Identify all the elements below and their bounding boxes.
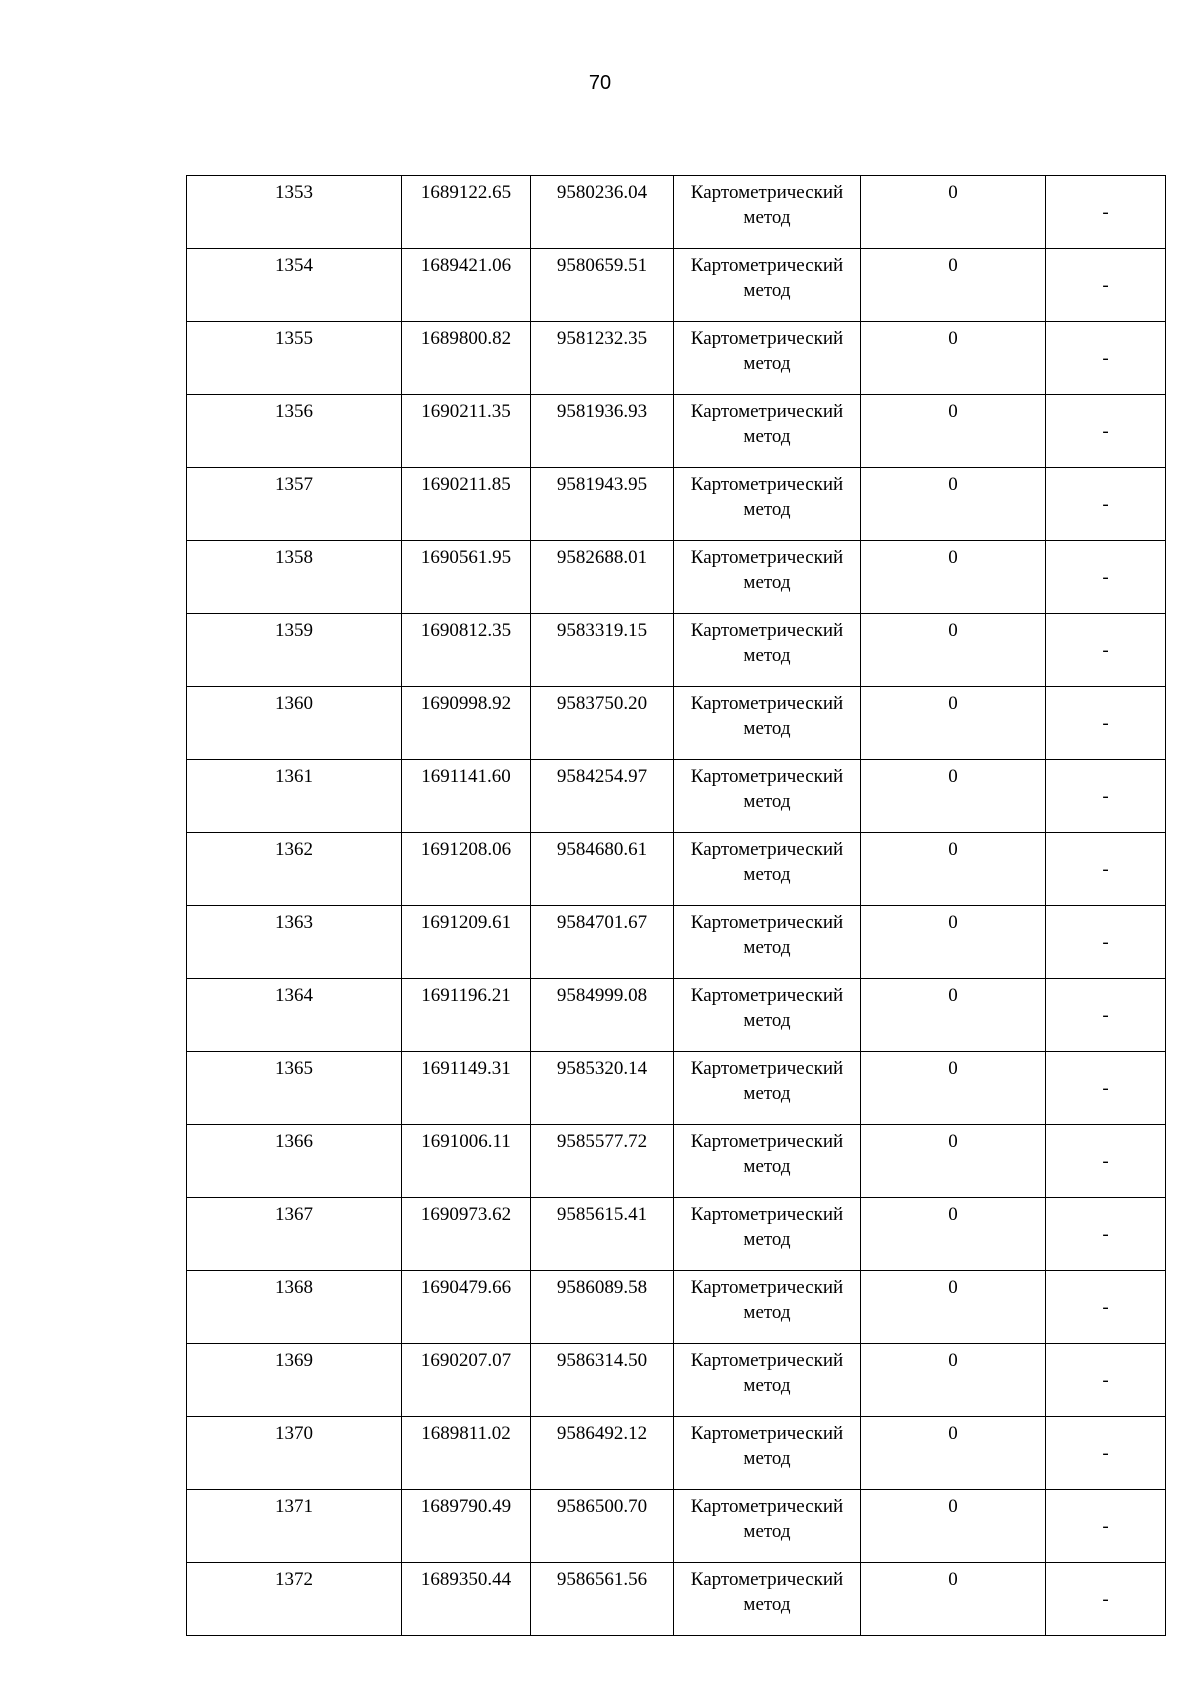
method-cell: [674, 906, 861, 979]
x-coordinate-cell: 1691141.60: [402, 760, 531, 833]
y-coordinate-cell: 9583319.15: [531, 614, 674, 687]
point-number-cell: 1372: [187, 1563, 402, 1636]
y-coordinate-cell: 9584999.08: [531, 979, 674, 1052]
method-text-line2: метод: [743, 791, 791, 812]
method-text-line2: метод: [743, 864, 791, 885]
method-text-line2: метод: [743, 1594, 791, 1615]
y-coordinate-cell: 9585615.41: [531, 1198, 674, 1271]
coordinates-table-body: [187, 176, 1166, 1636]
method-cell: [674, 176, 861, 249]
point-number-cell: 1366: [187, 1125, 402, 1198]
table-row: [187, 906, 1166, 979]
table-row: [187, 979, 1166, 1052]
table-row: [187, 541, 1166, 614]
table-row: [187, 468, 1166, 541]
x-coordinate-cell: 1690812.35: [402, 614, 531, 687]
point-number-cell: 1369: [187, 1344, 402, 1417]
method-text-line2: метод: [743, 572, 791, 593]
table-row: [187, 833, 1166, 906]
error-value-cell: 0: [861, 906, 1046, 979]
note-cell: -: [1046, 176, 1166, 249]
y-coordinate-cell: 9586561.56: [531, 1563, 674, 1636]
note-cell: -: [1046, 395, 1166, 468]
error-value-cell: 0: [861, 760, 1046, 833]
method-cell: [674, 322, 861, 395]
y-coordinate-cell: 9581936.93: [531, 395, 674, 468]
note-cell: -: [1046, 906, 1166, 979]
y-coordinate-cell: 9585320.14: [531, 1052, 674, 1125]
table-row: [187, 1563, 1166, 1636]
page-number: 70: [588, 72, 612, 94]
error-value-cell: 0: [861, 833, 1046, 906]
error-value-cell: 0: [861, 1490, 1046, 1563]
x-coordinate-cell: 1690207.07: [402, 1344, 531, 1417]
table-row: [187, 1490, 1166, 1563]
method-text-line1: Картометрический: [690, 255, 844, 276]
x-coordinate-cell: 1691196.21: [402, 979, 531, 1052]
method-text-line1: Картометрический: [690, 839, 844, 860]
error-value-cell: 0: [861, 249, 1046, 322]
note-cell: -: [1046, 1417, 1166, 1490]
error-value-cell: 0: [861, 1271, 1046, 1344]
method-cell: [674, 1563, 861, 1636]
method-cell: [674, 1125, 861, 1198]
point-number-cell: 1361: [187, 760, 402, 833]
error-value-cell: 0: [861, 1052, 1046, 1125]
y-coordinate-cell: 9582688.01: [531, 541, 674, 614]
method-text-line2: метод: [743, 1156, 791, 1177]
method-text-line2: метод: [743, 1010, 791, 1031]
method-text-line1: Картометрический: [690, 912, 844, 933]
method-text-line2: метод: [743, 645, 791, 666]
y-coordinate-cell: 9586314.50: [531, 1344, 674, 1417]
point-number-cell: 1362: [187, 833, 402, 906]
method-text-line1: Картометрический: [690, 766, 844, 787]
method-cell: [674, 249, 861, 322]
x-coordinate-cell: 1691208.06: [402, 833, 531, 906]
method-text-line1: Картометрический: [690, 328, 844, 349]
method-cell: [674, 687, 861, 760]
y-coordinate-cell: 9584701.67: [531, 906, 674, 979]
coordinates-table: [186, 175, 1166, 1636]
method-cell: [674, 1198, 861, 1271]
point-number-cell: 1355: [187, 322, 402, 395]
point-number-cell: 1359: [187, 614, 402, 687]
note-cell: -: [1046, 1563, 1166, 1636]
method-cell: [674, 1271, 861, 1344]
error-value-cell: 0: [861, 1344, 1046, 1417]
note-cell: -: [1046, 1344, 1166, 1417]
error-value-cell: 0: [861, 541, 1046, 614]
error-value-cell: 0: [861, 176, 1046, 249]
method-cell: [674, 760, 861, 833]
error-value-cell: 0: [861, 1563, 1046, 1636]
x-coordinate-cell: 1689122.65: [402, 176, 531, 249]
method-text-line1: Картометрический: [690, 1204, 844, 1225]
note-cell: -: [1046, 1052, 1166, 1125]
method-text-line1: Картометрический: [690, 1350, 844, 1371]
y-coordinate-cell: 9586500.70: [531, 1490, 674, 1563]
method-text-line1: Картометрический: [690, 401, 844, 422]
method-cell: [674, 833, 861, 906]
method-text-line2: метод: [743, 280, 791, 301]
method-text-line1: Картометрический: [690, 547, 844, 568]
method-text-line2: метод: [743, 1229, 791, 1250]
method-cell: [674, 1344, 861, 1417]
table-row: [187, 687, 1166, 760]
method-text-line2: метод: [743, 353, 791, 374]
table-row: [187, 760, 1166, 833]
method-cell: [674, 979, 861, 1052]
point-number-cell: 1357: [187, 468, 402, 541]
point-number-cell: 1368: [187, 1271, 402, 1344]
method-text-line1: Картометрический: [690, 1423, 844, 1444]
note-cell: -: [1046, 1198, 1166, 1271]
x-coordinate-cell: 1690211.85: [402, 468, 531, 541]
table-row: [187, 1344, 1166, 1417]
y-coordinate-cell: 9586492.12: [531, 1417, 674, 1490]
error-value-cell: 0: [861, 322, 1046, 395]
method-text-line2: метод: [743, 937, 791, 958]
table-row: [187, 395, 1166, 468]
method-cell: [674, 614, 861, 687]
x-coordinate-cell: 1690998.92: [402, 687, 531, 760]
error-value-cell: 0: [861, 1198, 1046, 1271]
note-cell: -: [1046, 322, 1166, 395]
y-coordinate-cell: 9586089.58: [531, 1271, 674, 1344]
method-text-line1: Картометрический: [690, 182, 844, 203]
method-cell: [674, 1417, 861, 1490]
x-coordinate-cell: 1691209.61: [402, 906, 531, 979]
method-text-line2: метод: [743, 499, 791, 520]
table-row: [187, 1271, 1166, 1344]
note-cell: -: [1046, 468, 1166, 541]
method-text-line2: метод: [743, 1302, 791, 1323]
error-value-cell: 0: [861, 468, 1046, 541]
note-cell: -: [1046, 249, 1166, 322]
method-cell: [674, 541, 861, 614]
method-text-line1: Картометрический: [690, 1496, 844, 1517]
x-coordinate-cell: 1689800.82: [402, 322, 531, 395]
x-coordinate-cell: 1691149.31: [402, 1052, 531, 1125]
x-coordinate-cell: 1690211.35: [402, 395, 531, 468]
point-number-cell: 1358: [187, 541, 402, 614]
method-cell: [674, 468, 861, 541]
point-number-cell: 1367: [187, 1198, 402, 1271]
y-coordinate-cell: 9580659.51: [531, 249, 674, 322]
y-coordinate-cell: 9585577.72: [531, 1125, 674, 1198]
note-cell: -: [1046, 760, 1166, 833]
point-number-cell: 1371: [187, 1490, 402, 1563]
method-text-line2: метод: [743, 1083, 791, 1104]
y-coordinate-cell: 9583750.20: [531, 687, 674, 760]
error-value-cell: 0: [861, 1125, 1046, 1198]
method-text-line1: Картометрический: [690, 1569, 844, 1590]
table-row: [187, 176, 1166, 249]
method-cell: [674, 395, 861, 468]
note-cell: -: [1046, 1490, 1166, 1563]
method-text-line2: метод: [743, 1448, 791, 1469]
method-text-line2: метод: [743, 426, 791, 447]
point-number-cell: 1370: [187, 1417, 402, 1490]
point-number-cell: 1353: [187, 176, 402, 249]
method-cell: [674, 1490, 861, 1563]
note-cell: -: [1046, 1271, 1166, 1344]
method-text-line1: Картометрический: [690, 1058, 844, 1079]
method-cell: [674, 1052, 861, 1125]
error-value-cell: 0: [861, 395, 1046, 468]
x-coordinate-cell: 1689350.44: [402, 1563, 531, 1636]
point-number-cell: 1364: [187, 979, 402, 1052]
table-row: [187, 1125, 1166, 1198]
method-text-line1: Картометрический: [690, 1131, 844, 1152]
note-cell: -: [1046, 614, 1166, 687]
x-coordinate-cell: 1690479.66: [402, 1271, 531, 1344]
method-text-line1: Картометрический: [690, 985, 844, 1006]
y-coordinate-cell: 9580236.04: [531, 176, 674, 249]
method-text-line2: метод: [743, 718, 791, 739]
table-row: [187, 1198, 1166, 1271]
method-text-line2: метод: [743, 207, 791, 228]
point-number-cell: 1354: [187, 249, 402, 322]
table-row: [187, 1052, 1166, 1125]
note-cell: -: [1046, 1125, 1166, 1198]
method-text-line1: Картометрический: [690, 1277, 844, 1298]
y-coordinate-cell: 9581943.95: [531, 468, 674, 541]
table-row: [187, 322, 1166, 395]
y-coordinate-cell: 9584254.97: [531, 760, 674, 833]
note-cell: -: [1046, 979, 1166, 1052]
error-value-cell: 0: [861, 1417, 1046, 1490]
method-text-line1: Картометрический: [690, 620, 844, 641]
method-text-line1: Картометрический: [690, 474, 844, 495]
error-value-cell: 0: [861, 614, 1046, 687]
method-text-line2: метод: [743, 1521, 791, 1542]
point-number-cell: 1365: [187, 1052, 402, 1125]
point-number-cell: 1356: [187, 395, 402, 468]
x-coordinate-cell: 1689811.02: [402, 1417, 531, 1490]
x-coordinate-cell: 1690973.62: [402, 1198, 531, 1271]
error-value-cell: 0: [861, 979, 1046, 1052]
point-number-cell: 1363: [187, 906, 402, 979]
y-coordinate-cell: 9584680.61: [531, 833, 674, 906]
note-cell: -: [1046, 541, 1166, 614]
x-coordinate-cell: 1689421.06: [402, 249, 531, 322]
error-value-cell: 0: [861, 687, 1046, 760]
point-number-cell: 1360: [187, 687, 402, 760]
table-row: [187, 614, 1166, 687]
table-row: [187, 1417, 1166, 1490]
x-coordinate-cell: 1689790.49: [402, 1490, 531, 1563]
method-text-line2: метод: [743, 1375, 791, 1396]
method-text-line1: Картометрический: [690, 693, 844, 714]
y-coordinate-cell: 9581232.35: [531, 322, 674, 395]
x-coordinate-cell: 1691006.11: [402, 1125, 531, 1198]
table-row: [187, 249, 1166, 322]
x-coordinate-cell: 1690561.95: [402, 541, 531, 614]
note-cell: -: [1046, 833, 1166, 906]
note-cell: -: [1046, 687, 1166, 760]
